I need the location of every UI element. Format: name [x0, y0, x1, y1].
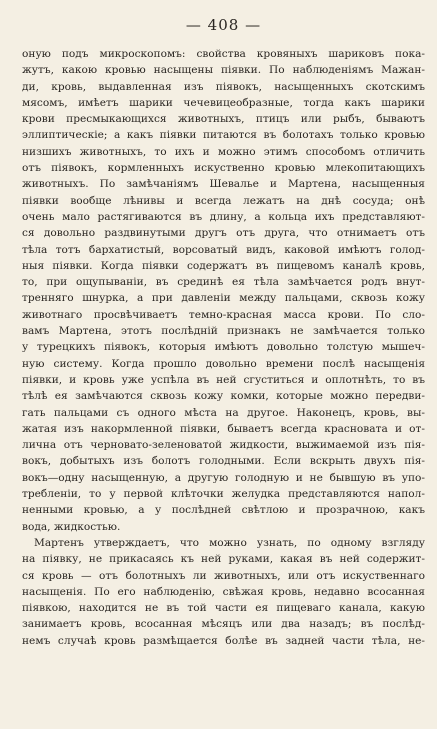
text-line: вокъ, добытыхъ изъ болотъ голодными. Если вскрыть двухъ пія-: [22, 455, 425, 468]
text-line: крови пресмыкающихся животныхъ, птицъ или рыбъ, бываютъ: [22, 113, 425, 126]
text-line: гать пальцами съ одного мѣста на другое. Наконецъ, кровь, вы-: [22, 406, 425, 419]
text-line: немъ случаѣ кровь размѣщается болѣе въ задней части тѣла, не-: [22, 634, 425, 647]
text-line: ныя піявки. Когда піявки содержатъ въ пищевомъ каналѣ кровь,: [22, 259, 425, 272]
text-line: эллиптическіе; а какъ піявки питаются въ болотахъ только кровью: [22, 129, 425, 142]
text-line: очень мало растягиваются въ длину, а кольца ихъ представляют-: [22, 210, 425, 223]
text-line: ди, кровь, выдавленная изъ піявокъ, насыщенныхъ скотскимъ: [22, 80, 425, 93]
text-line: оную подъ микроскопомъ: свойства кровяныхъ шариковъ пока-: [22, 48, 425, 60]
text-line: у турецкихъ піявокъ, которыя имѣютъ довольно толстую мышеч-: [22, 341, 425, 354]
text-line: жутъ, какою кровью насыщены піявки. По наблюденіямъ Мажан-: [22, 64, 425, 77]
text-line: піявки вообще лѣнивы и всегда лежатъ на днѣ сосуда; онѣ: [22, 194, 425, 207]
page-number-header: — 408 —: [185, 16, 262, 34]
text-line: піявкою, находится не въ той части ея пищеваго канала, какую: [22, 602, 425, 615]
text-line: насыщенія. По его наблюденію, свѣжая кровь, недавно всосанная: [22, 585, 425, 598]
text-line: ненными кровью, а у послѣдней свѣтлою и прозрачною, какъ: [22, 504, 425, 517]
text-line: тренняго шнурка, а при давленіи между пальцами, сквозь кожу: [22, 292, 425, 305]
text-line: то, при ощупываніи, въ срединѣ ея тѣла замѣчается родъ внут-: [22, 276, 425, 289]
text-line: вода, жидкостью.: [22, 520, 121, 533]
body-text: [22, 46, 425, 649]
text-line: вокъ—одну насыщенную, а другую голодную и не бывшую въ упо-: [22, 471, 425, 484]
text-line: піявки, и кровь уже успѣла въ ней сгуститься и оплотнѣть, то въ: [22, 373, 425, 386]
text-line: мясомъ, имѣетъ шарики чечевицеобразные, тогда какъ шарики: [22, 96, 425, 109]
text-line: ся кровь — отъ болотныхъ ли животныхъ, или отъ искуственнаго: [22, 569, 425, 582]
text-line: отъ піявокъ, кормленныхъ искуственно кровью млекопитающихъ: [22, 162, 425, 175]
text-line: тѣлѣ ея замѣчаются сквозь кожу комки, которые можно передви-: [22, 390, 425, 403]
text-line: ся довольно раздвинутыми другъ отъ друга, что отнимаетъ отъ: [22, 227, 425, 240]
text-line: вамъ Мартена, этотъ послѣдній признакъ не замѣчается только: [22, 325, 425, 338]
text-line: животнаго просвѣчиваетъ темно-красная масса крови. По сло-: [22, 308, 425, 321]
text-line: животныхъ. По замѣчаніямъ Шевалье и Мартена, насыщенныя: [22, 178, 425, 191]
text-line: ную систему. Когда прошло довольно времени послѣ насыщенія: [22, 357, 425, 370]
text-line: требленіи, то у первой клѣточки желудка представляются напол-: [22, 488, 425, 501]
text-line: на піявку, не прикасаясь къ ней руками, какая въ ней содержит-: [22, 553, 425, 566]
text-line: низшихъ животныхъ, то ихъ и можно этимъ способомъ отличить: [22, 145, 425, 158]
text-line: жатая изъ накормленной піявки, бываетъ всегда красновата и от-: [22, 422, 425, 435]
text-line: лична отъ черновато-зеленоватой жидкости, выжимаемой изъ пія-: [22, 439, 425, 452]
text-line: Мартенъ утверждаетъ, что можно узнать, по одному взгляду: [34, 536, 425, 549]
text-line: занимаетъ кровь, всосанная мѣсяцъ или два назадъ; въ послѣд-: [22, 618, 425, 631]
text-line: тѣла тотъ бархатистый, ворсоватый видъ, каковой имѣютъ голод-: [22, 243, 425, 256]
